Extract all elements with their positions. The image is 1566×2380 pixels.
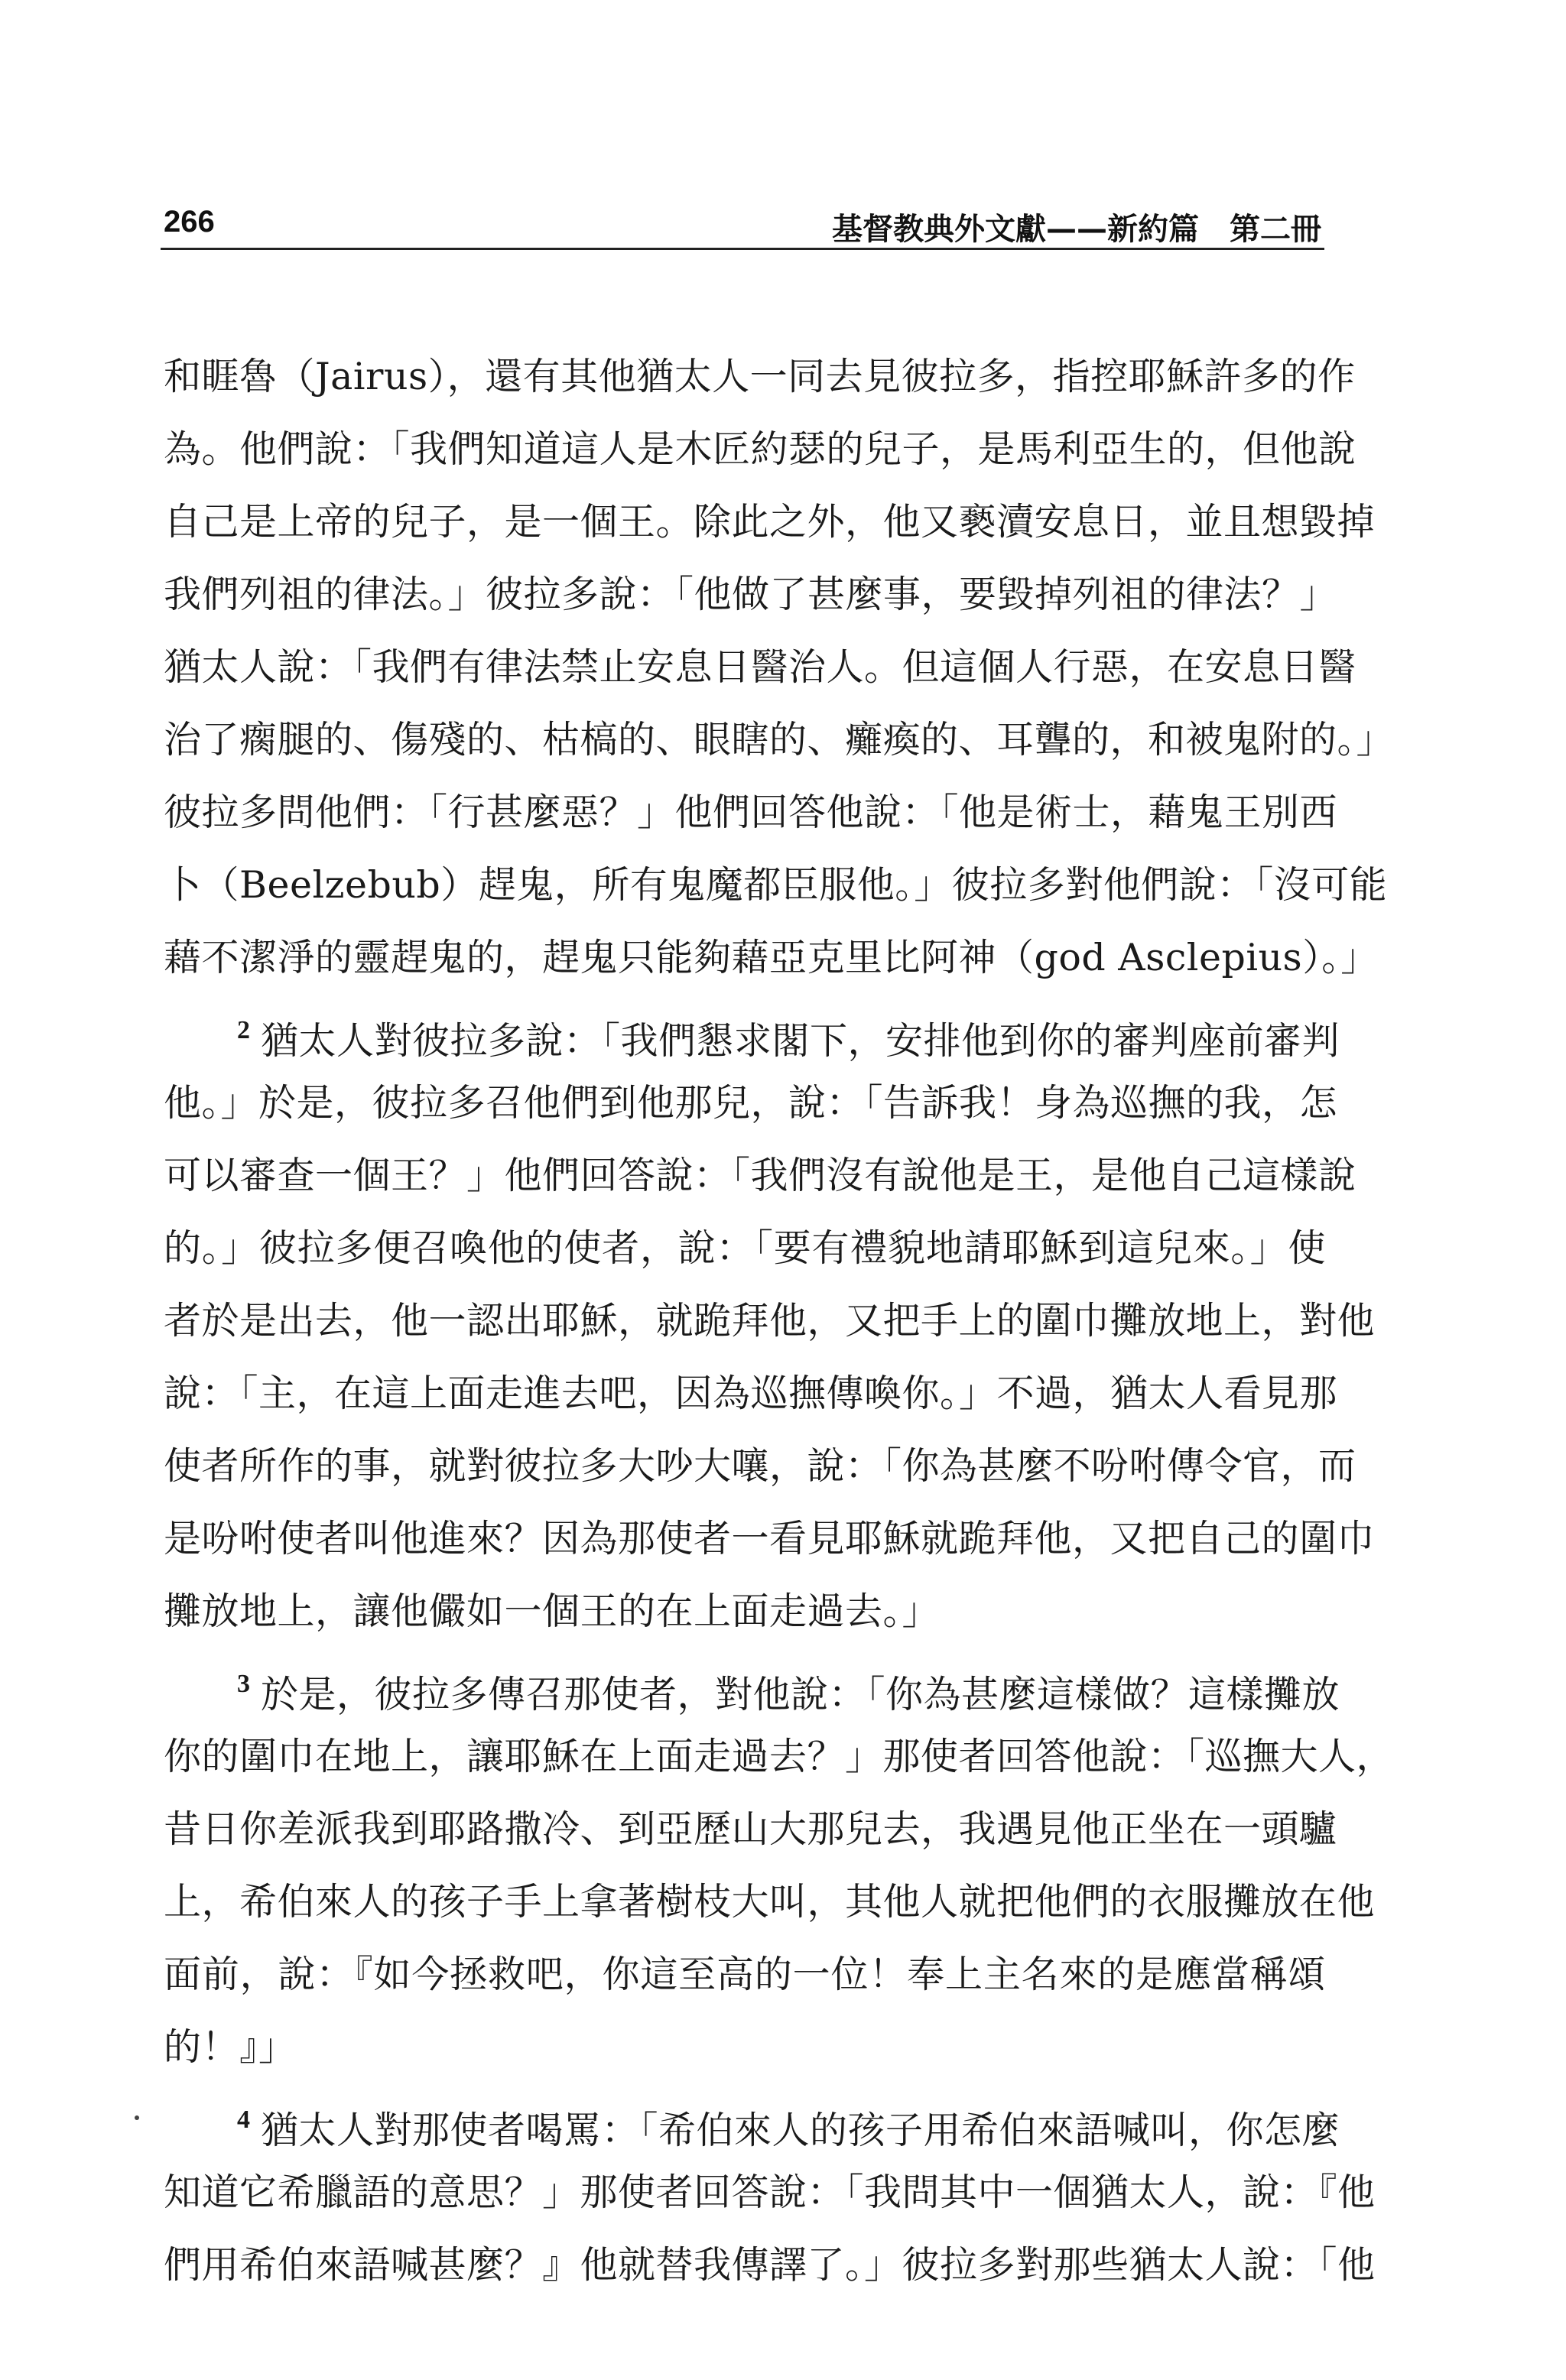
text-line: 自己是上帝的兒子，是一個王。除此之外，他又褻瀆安息日，並且想毀掉	[164, 500, 1376, 544]
text-line: 藉不潔淨的靈趕鬼的，趕鬼只能夠藉亞克里比阿神（god Asclepius）。」	[164, 936, 1379, 979]
text-line: 知道它希臘語的意思？」那使者回答說：「我問其中一個猶太人，說：『他	[164, 2171, 1376, 2214]
text-line: 於是，彼拉多傳召那使者，對他說：「你為甚麼這樣做？這樣攤放	[261, 1673, 1340, 1716]
text-line: 者於是出去，他一認出耶穌，就跪拜他，又把手上的圍巾攤放地上，對他	[164, 1299, 1376, 1343]
text-line: 的。」彼拉多便召喚他的使者，說：「要有禮貌地請耶穌到這兒來。」使	[164, 1226, 1326, 1270]
verse-3-first-line	[164, 1648, 1340, 1720]
text-line: 們用希伯來語喊甚麼？』他就替我傳譯了。」彼拉多對那些猶太人說：「他	[164, 2243, 1376, 2287]
verse-number: 2	[237, 1016, 250, 1044]
verse-4-first-line	[164, 2083, 1340, 2156]
text-line: 他。」於是，彼拉多召他們到他那兒，說：「告訴我！身為巡撫的我，怎	[164, 1081, 1338, 1125]
verse-number: 4	[237, 2106, 250, 2134]
text-line: 上，希伯來人的孩子手上拿著樹枝大叫，其他人就把他們的衣服攤放在他	[164, 1880, 1376, 1924]
text-line: 面前，說：『如今拯救吧，你這至高的一位！奉上主名來的是應當稱頌	[164, 1953, 1326, 1996]
text-line: 可以審查一個王？」他們回答說：「我們沒有說他是王，是他自己這樣說	[164, 1154, 1356, 1197]
verse-2-first-line	[164, 994, 1340, 1067]
text-line: 說：「主，在這上面走進去吧，因為巡撫傳喚你。」不過，猶太人看見那	[164, 1372, 1338, 1415]
text-line: 的！』」	[164, 2025, 297, 2069]
verse-number: 3	[237, 1670, 250, 1698]
text-line: 猶太人對彼拉多說：「我們懇求閣下，安排他到你的審判座前審判	[261, 1019, 1340, 1063]
margin-dot	[135, 2115, 139, 2120]
text-line: 治了瘸腿的、傷殘的、枯槁的、眼瞎的、癱瘓的、耳聾的，和被鬼附的。」	[164, 718, 1395, 761]
text-line: 和睚魯（Jairus），還有其他猶太人一同去見彼拉多，指控耶穌許多的作	[164, 355, 1356, 398]
running-title: 基督教典外文獻——新約篇 第二冊	[832, 212, 1321, 247]
text-line: 為。他們說：「我們知道這人是木匠約瑟的兒子，是馬利亞生的，但他說	[164, 427, 1356, 471]
text-line: 是吩咐使者叫他進來？因為那使者一看見耶穌就跪拜他，又把自己的圍巾	[164, 1517, 1376, 1560]
text-line: 使者所作的事，就對彼拉多大吵大嚷，說：「你為甚麼不吩咐傳令官，而	[164, 1444, 1356, 1488]
text-line: 猶太人說：「我們有律法禁止安息日醫治人。但這個人行惡，在安息日醫	[164, 645, 1356, 689]
page-header	[161, 200, 1324, 245]
text-line: 猶太人對那使者喝罵：「希伯來人的孩子用希伯來語喊叫，你怎麼	[261, 2109, 1340, 2152]
text-line: 我們列祖的律法。」彼拉多說：「他做了甚麼事，要毀掉列祖的律法？」	[164, 573, 1338, 616]
text-line: 你的圍巾在地上，讓耶穌在上面走過去？」那使者回答他說：「巡撫大人，	[164, 1735, 1395, 1778]
text-line: 彼拉多問他們：「行甚麼惡？」他們回答他說：「他是術士，藉鬼王別西	[164, 791, 1338, 834]
text-line: 攤放地上，讓他儼如一個王的在上面走過去。」	[164, 1589, 941, 1633]
body-text	[164, 340, 1395, 2301]
header-rule	[161, 248, 1324, 250]
page-number: 266	[164, 205, 215, 239]
text-line: 卜（Beelzebub）趕鬼，所有鬼魔都臣服他。」彼拉多對他們說：「沒可能	[164, 863, 1388, 907]
text-line: 昔日你差派我到耶路撒冷、到亞歷山大那兒去，我遇見他正坐在一頭驢	[164, 1807, 1337, 1851]
